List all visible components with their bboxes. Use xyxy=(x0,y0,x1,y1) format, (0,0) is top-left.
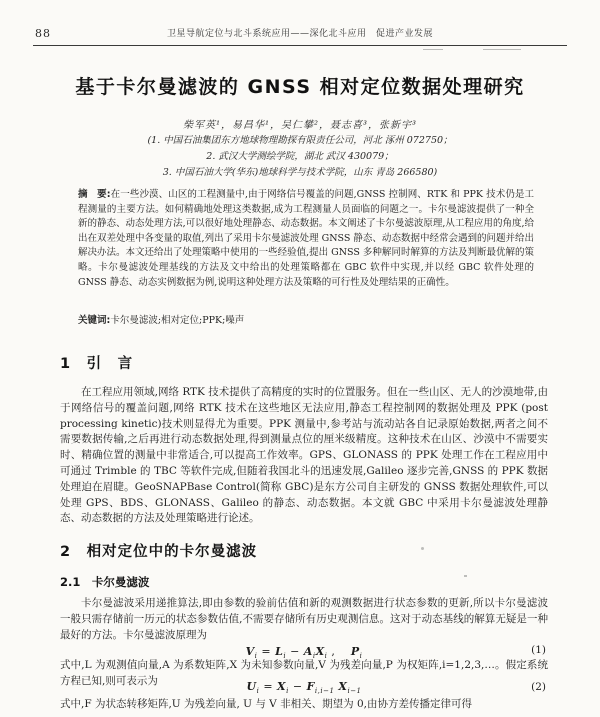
affiliation-2: 2. 武汉大学测绘学院，湖北 武汉 430079； xyxy=(206,151,394,162)
header-rule xyxy=(33,45,567,46)
paragraph-after-equation-2: 式中,F 为状态转移矩阵,U 为残差向量, U 与 V 非相关、期望为 0,由协方差传播定律可得 xyxy=(60,698,472,710)
keywords-block xyxy=(78,312,534,326)
authors-line: 柴军英¹，易昌华¹，吴仁攀²，聂志喜³，张新宇³ xyxy=(182,120,418,131)
section-heading-kalman: 2 相对定位中的卡尔曼滤波 xyxy=(60,544,258,560)
journal-running-title: 卫星导航定位与北斗系统应用——深化北斗应用 促进产业发展 xyxy=(166,29,433,39)
equation-2-number: (2) xyxy=(531,681,546,693)
paragraph-after-equation-1: 式中,L 为观测值向量,A 为系数矩阵,X 为未知参数向量,V 为残差向量,P 为权矩阵,i=1,2,3,…。假定系统方程已知,则可表示为 xyxy=(60,659,548,687)
keywords-text: 卡尔曼滤波;相对定位;PPK;噪声 xyxy=(110,315,245,326)
affiliation-3: 3. 中国石油大学(华东)地球科学与技术学院，山东 青岛 266580) xyxy=(162,167,438,178)
affiliations xyxy=(40,133,560,181)
equation-2 xyxy=(60,680,548,698)
equation-1-number: (1) xyxy=(531,644,546,656)
scan-artifact-dash xyxy=(423,49,443,50)
equation-2-body: $U_i = X_i - F_{i,i-1}$ $X_{i-1}$ xyxy=(246,680,362,696)
abstract-text: 在一些沙漠、山区的工程测量中,由于网络信号覆盖的问题,GNSS 控制网、RTK 和 PPK 技术仍是工程测量的主要方法。如何精确地处理这类数据,成为工程测量人员面临的问题之一。卡尔曼滤波提供了一种全新的静态、动态处理方法,可以很好地处理静态、动态数据。本文阐述了卡尔曼滤波原理,从工程应用的角度,给出在双差处理中各变量的取值,列出了采用卡尔曼滤波处理 GNSS 静态、动态数据中经常会遇到的问题并给出解决办法。本文还给出了处理策略中使用的一些经验值,提出 GNSS 多种解同时解算的方法及判断最优解的策略。卡尔曼滤波处理基线的方法及文中给出的处理策略都在 GBC 软件中实现,并以经 GBC 软件处理的 GNSS 静态、动态实例数据为例,说明这种处理方法及策略的可行性及处理结果的正确性。 xyxy=(78,189,535,288)
abstract-block xyxy=(78,188,534,290)
running-header xyxy=(34,26,566,42)
subsection-heading-kalman-filter: 2.1 卡尔曼滤波 xyxy=(60,575,150,589)
kalman-paragraph: 卡尔曼滤波采用递推算法,即由参数的验前估值和新的观测数据进行状态参数的更新,所以卡尔曼滤波一般只需存储前一历元的状态参数估值,不需要存储所有历史观测信息。这对于动态基线的解算无疑是一种最好的方法。卡尔曼滤波原理为 xyxy=(60,597,548,641)
abstract-label: 摘 要: xyxy=(78,189,111,200)
page-number: 88 xyxy=(35,27,51,40)
introduction-paragraph: 在工程应用领域,网络 RTK 技术提供了高精度的实时的位置服务。但在一些山区、无人的沙漠地带,由于网络信号的覆盖问题,网络 RTK 技术在这些地区无法应用,静态工程控制网的数据处理及 PPK (post processing kinetic)技术则显得尤为重要。PPK 测量中,参考站与流动站各自记录原始数据,两者之间不需要数据传输,之后再进行动态数据处理,得到测量点位的厘米级精度。这种技术在山区、沙漠中不需要实时、精确位置的测量中非常适合,可以提高工作效率。GPS、GLONASS 的 PPK 处理工作在工程应用中可通过 Trimble 的 TBC 等软件完成,但随着我国北斗的迅速发展,Galileo 逐步完善,GNSS 的 PPK 数据处理迫在眉睫。GeoSNAPBase Control(简称 GBC)是东方公司自主研发的 GNSS 数据处理软件,可以处理 GPS、BDS、GLONASS、Galileo 的静态、动态数据。本文就 GBC 中采用卡尔曼滤波处理静态、动态数据的方法及处理策略进行论述。 xyxy=(60,386,548,525)
equation-1-body: $V_i = L_i - A_iX_i$ , $P_i$ xyxy=(245,645,363,661)
scan-artifact-dash xyxy=(483,49,521,50)
affiliation-1: (1. 中国石油集团东方地球物理勘探有限责任公司，河北 涿州 072750； xyxy=(147,135,453,146)
keywords-label: 关键词: xyxy=(78,315,111,326)
paper-title: 基于卡尔曼滤波的 GNSS 相对定位数据处理研究 xyxy=(75,76,525,98)
section-heading-introduction: 1 引 言 xyxy=(60,356,134,372)
